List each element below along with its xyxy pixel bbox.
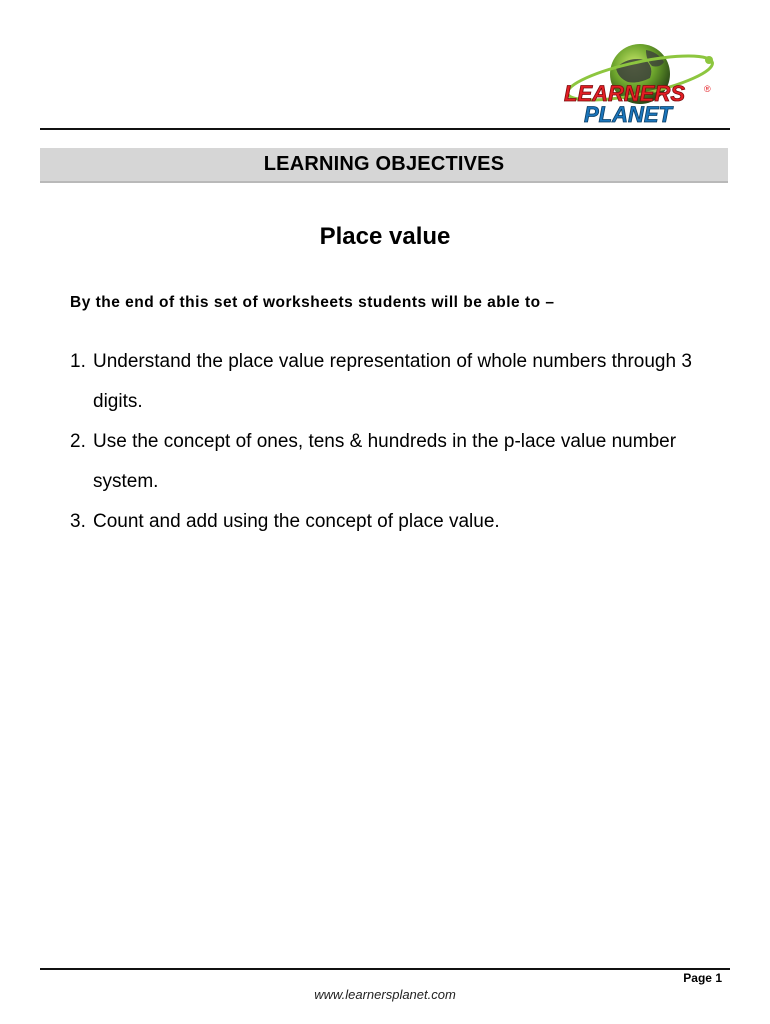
- objective-text: Use the concept of ones, tens & hundreds in the p-lace value number system.: [93, 431, 677, 492]
- svg-text:®: ®: [704, 84, 711, 94]
- footer-url-link[interactable]: www.learnersplanet.com: [314, 987, 456, 1002]
- logo-word-planet: PLANET: [584, 102, 672, 127]
- banner-title: LEARNING OBJECTIVES: [263, 153, 505, 175]
- document-title: Place value: [319, 223, 451, 250]
- objective-number: 1.: [70, 351, 86, 372]
- objectives-banner: [40, 148, 728, 183]
- intro-statement: By the end of this set of worksheets students will be able to –: [70, 294, 555, 311]
- objectives-list: [70, 342, 710, 542]
- page-number: Page 1: [683, 971, 722, 985]
- logo-word-learners: LEARNERS: [564, 81, 686, 106]
- objective-number: 2.: [70, 431, 86, 452]
- list-item: [70, 502, 710, 542]
- learners-planet-logo: [554, 38, 720, 128]
- objective-text: Count and add using the concept of place value.: [93, 511, 500, 532]
- list-item: [70, 422, 710, 502]
- globe-logo-icon: [554, 38, 720, 128]
- objective-text: Understand the place value representation of whole numbers through 3 digits.: [93, 351, 692, 412]
- header-divider: [40, 128, 730, 130]
- objective-number: 3.: [70, 511, 86, 532]
- list-item: [70, 342, 710, 422]
- footer-divider: [40, 968, 730, 970]
